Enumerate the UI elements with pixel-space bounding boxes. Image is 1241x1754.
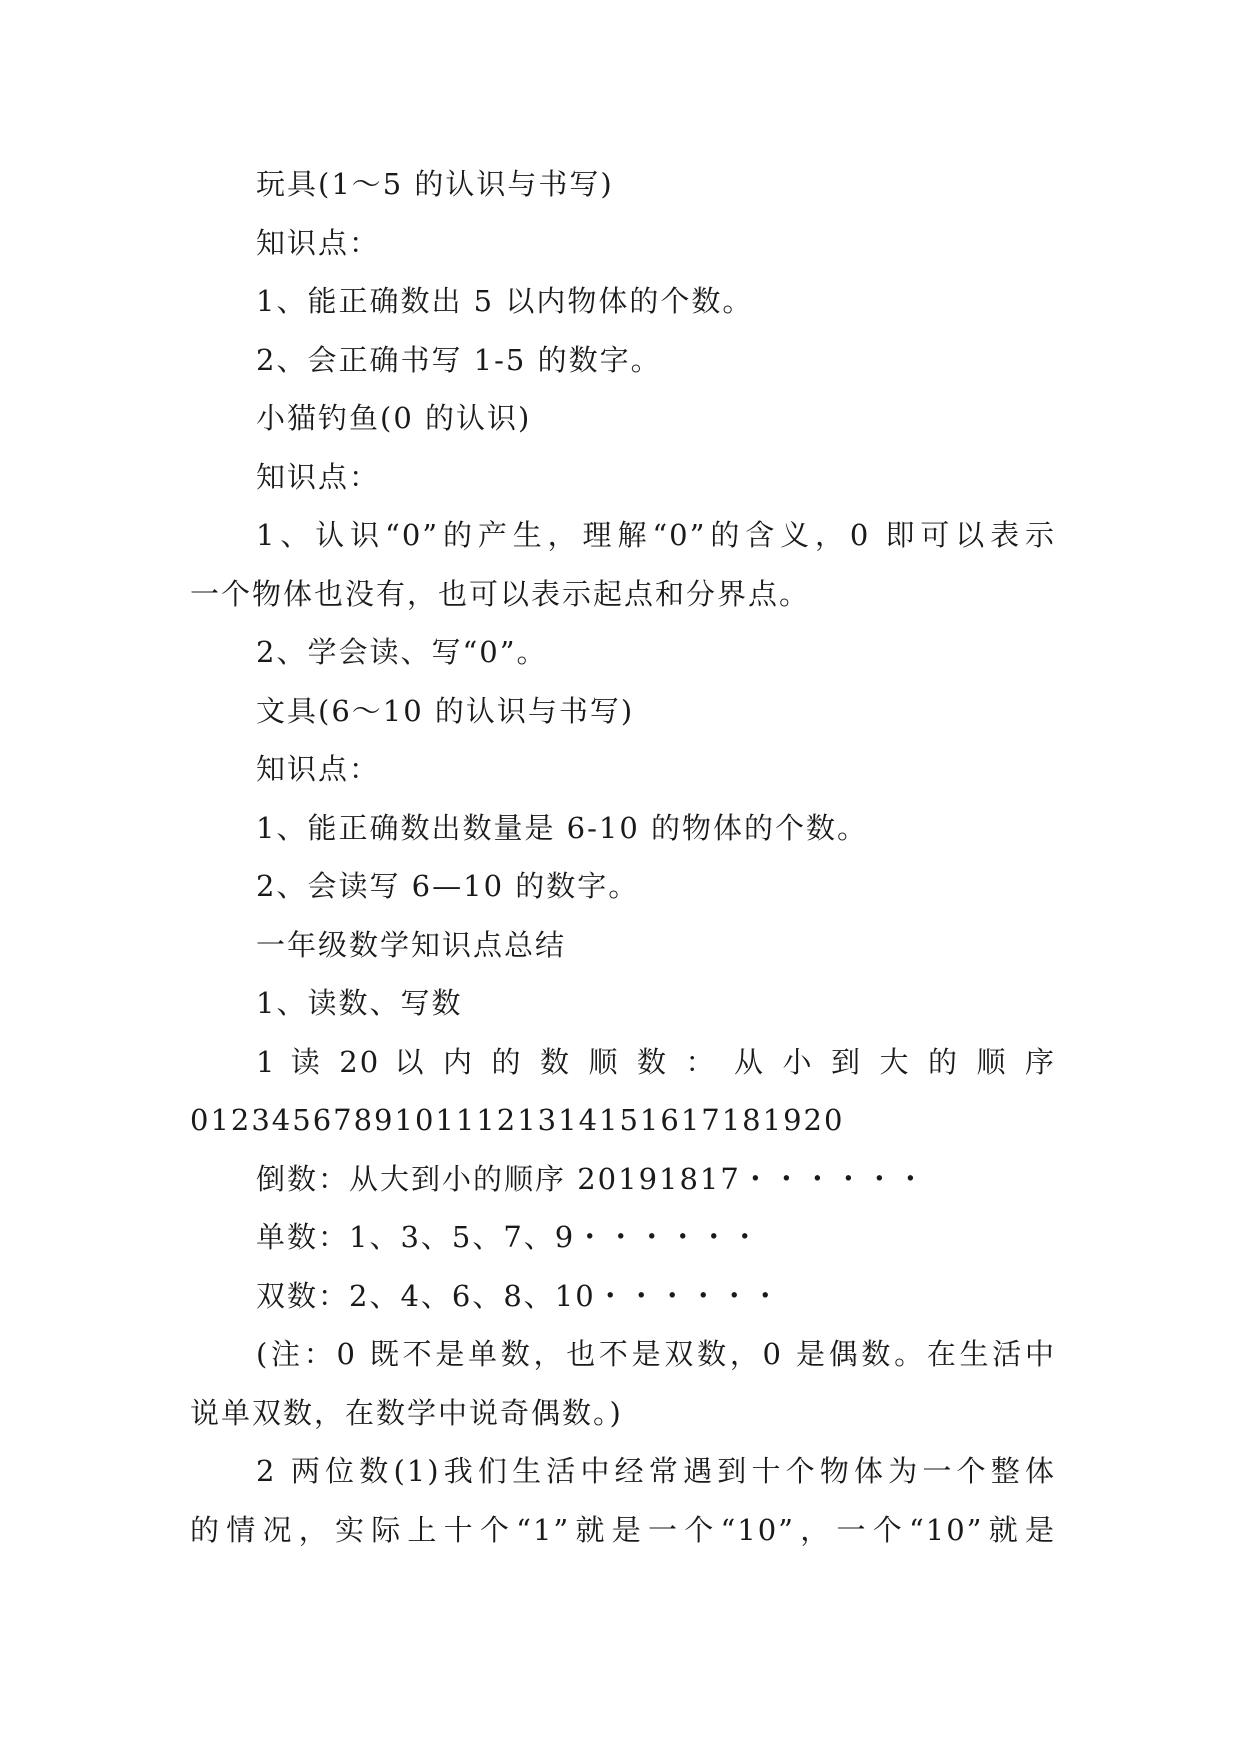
paragraph: 1、能正确数出 5 以内物体的个数。 [256,284,754,318]
paragraph: 单数：1、3、5、7、9・・・・・・ [256,1220,762,1254]
paragraph: 2 两位数(1)我们生活中经常遇到十个物体为一个整体 [256,1454,1056,1488]
section-heading-toys: 玩具(1～5 的认识与书写) [256,167,614,201]
document-body [190,155,1056,1559]
paragraph: 2、会正确书写 1-5 的数字。 [256,342,662,377]
paragraph: 1、能正确数出数量是 6-10 的物体的个数。 [256,810,869,845]
section-heading-stationery: 文具(6～10 的认识与书写) [256,693,635,728]
paragraph: 1 读 20 以 内 的 数 顺 数 ： 从 小 到 大 的 顺 序 [256,1044,1056,1079]
section-heading-kitten-fishing: 小猫钓鱼(0 的认识) [256,401,532,435]
knowledge-points-label: 知识点： [256,752,381,786]
paragraph-continuation: 的情况，实际上十个“1”就是一个“10”，一个“10”就是 [190,1512,1056,1547]
section-heading-summary: 一年级数学知识点总结 [256,927,567,962]
paragraph: 1、认识“0”的产生，理解“0”的含义，0 即可以表示 [256,518,1056,552]
subheading-reading-writing: 1、读数、写数 [256,986,463,1020]
knowledge-points-label: 知识点： [256,459,381,494]
paragraph-continuation: 01234567891011121314151617181920 [190,1103,845,1137]
paragraph: 2、学会读、写“0”。 [256,635,548,669]
paragraph: 2、会读写 6—10 的数字。 [256,869,640,903]
paragraph-continuation: 一个物体也没有，也可以表示起点和分界点。 [190,576,811,611]
paragraph: 倒数：从大到小的顺序 20191817・・・・・・ [256,1161,927,1196]
knowledge-points-label: 知识点： [256,225,381,260]
paragraph: 双数：2、4、6、8、10・・・・・・ [256,1278,782,1313]
paragraph-continuation: 说单双数，在数学中说奇偶数。) [190,1395,623,1430]
paragraph: (注：0 既不是单数，也不是双数，0 是偶数。在生活中 [256,1337,1056,1371]
